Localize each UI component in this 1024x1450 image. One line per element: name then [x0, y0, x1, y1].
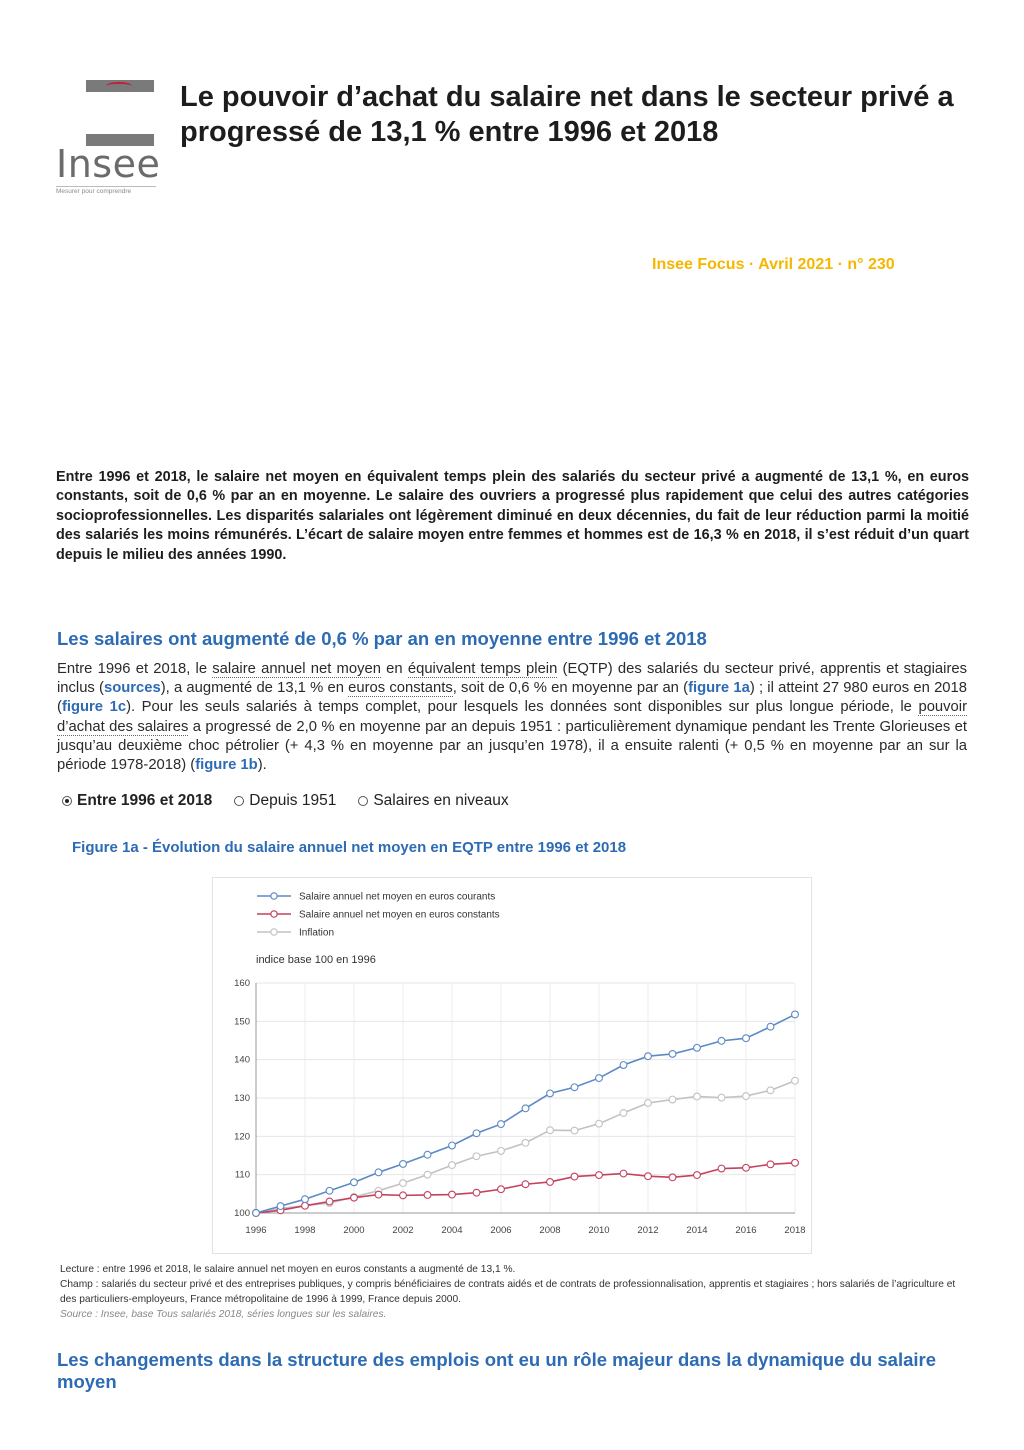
tab-since-1951[interactable] [234, 792, 336, 810]
note-lecture: Lecture : entre 1996 et 2018, le salaire annuel net moyen en euros constants a augmenté de 13,1 %. [60, 1264, 516, 1275]
x-tick-label: 1996 [245, 1225, 267, 1236]
radio-selected-icon[interactable] [62, 796, 72, 806]
legend-label: Salaire annuel net moyen en euros courants [299, 891, 496, 903]
logo-wordmark: Insee [56, 142, 161, 186]
y-tick-label: 110 [234, 1169, 250, 1181]
text-run: ). [257, 757, 267, 774]
glossary-link[interactable]: équivalent temps plein [407, 661, 558, 677]
figure-notes [60, 1262, 960, 1322]
data-point [694, 1093, 701, 1100]
data-point [449, 1191, 456, 1198]
figure-link[interactable]: figure 1c [61, 699, 127, 716]
logo-tagline: Mesurer pour comprendre [56, 186, 156, 195]
tab-1996-2018[interactable] [62, 792, 212, 810]
legend-label: Inflation [299, 927, 335, 939]
data-point [620, 1110, 627, 1117]
data-point [302, 1202, 309, 1209]
x-tick-label: 2008 [539, 1225, 561, 1236]
data-point [743, 1093, 750, 1100]
data-point [473, 1130, 480, 1137]
data-point [400, 1180, 407, 1187]
data-point [596, 1075, 603, 1082]
data-point [767, 1023, 774, 1030]
data-point [743, 1164, 750, 1171]
data-point [669, 1096, 676, 1103]
abstract: Entre 1996 et 2018, le salaire net moyen en équivalent temps plein des salariés du secteur privé a augmenté de 13,1 %, en euros constants, soit de 0,6 % par an en moyenne. Le salaire des ouvriers a progressé plus rapidement que celui des autres catégories socioprofessionnelles. Les disparités salariales ont légèrement diminué en deux décennies, du fait de leur réduction parmi la moitié des salariés les moins rémunérés. L’écart de salaire moyen entre femmes et hommes est de 16,3 % en 2018, il s’est réduit d’un quart depuis le milieu des années 1990. [56, 469, 969, 563]
data-point [596, 1120, 603, 1127]
data-point [498, 1148, 505, 1155]
data-point [547, 1090, 554, 1097]
data-point [718, 1165, 725, 1172]
text-run: ). Pour les seuls salariés à temps complet, pour lesquels les données sont disponibles sur plus longue période, le [126, 699, 919, 716]
data-point [449, 1142, 456, 1149]
y-tick-label: 120 [234, 1131, 250, 1143]
logo-swoosh [106, 82, 132, 90]
y-tick-label: 140 [234, 1054, 250, 1066]
x-tick-label: 2018 [784, 1225, 806, 1236]
radio-icon[interactable] [358, 796, 368, 806]
data-point [792, 1159, 799, 1166]
insee-logo [56, 78, 161, 195]
data-point [375, 1191, 382, 1198]
y-tick-label: 160 [234, 978, 250, 989]
x-tick-label: 2006 [490, 1225, 512, 1236]
data-point [645, 1173, 652, 1180]
text-run: , soit de 0,6 % en moyenne par an ( [452, 680, 689, 697]
data-point [522, 1139, 529, 1146]
x-tick-label: 2002 [392, 1225, 414, 1236]
text-run: a progressé de 2,0 % en moyenne par an depuis 1951 : particulièrement dynamique pendant les Trente Glorieuses et jusqu’au deuxième choc pétrolier (+ 4,3 % en moyenne par an jusqu’en 1978), il a ensuite ralenti (+ 0,5 % en moyenne par an sur la période 1978-2018) ( [57, 718, 968, 774]
glossary-link[interactable]: salaire annuel net moyen [212, 661, 381, 677]
text-run: (EQTP) des salariés du secteur privé, apprentis et stagiaires inclus ( [57, 661, 967, 697]
section-heading: Les changements dans la structure des emplois ont eu un rôle majeur dans la dynamique du salaire moyen [57, 1349, 937, 1392]
text-run: en [380, 661, 408, 677]
data-point [400, 1161, 407, 1168]
radio-icon[interactable] [234, 796, 244, 806]
x-tick-label: 2010 [588, 1225, 610, 1236]
data-point [326, 1187, 333, 1194]
tab-label: Entre 1996 et 2018 [77, 792, 213, 809]
data-point [473, 1189, 480, 1196]
data-point [351, 1194, 358, 1201]
tab-label: Depuis 1951 [249, 792, 337, 809]
data-point [718, 1094, 725, 1101]
data-point [669, 1051, 676, 1058]
x-tick-label: 2016 [735, 1225, 757, 1236]
x-tick-label: 2000 [343, 1225, 365, 1236]
data-point [253, 1210, 260, 1217]
data-point [375, 1169, 382, 1176]
data-point [424, 1192, 431, 1199]
legend-marker [271, 911, 277, 917]
legend-marker [271, 929, 277, 935]
figure-tabs [62, 792, 509, 810]
series-line [256, 1081, 795, 1213]
figure-link[interactable]: figure 1a [688, 680, 750, 697]
section-heading: Les salaires ont augmenté de 0,6 % par an en moyenne entre 1996 et 2018 [57, 628, 707, 649]
data-point [522, 1105, 529, 1112]
page-title: Le pouvoir d’achat du salaire net dans le secteur privé a progressé de 13,1 % entre 1996 et 2018 [180, 81, 954, 148]
x-tick-label: 2004 [441, 1225, 463, 1236]
data-point [571, 1084, 578, 1091]
data-point [792, 1077, 799, 1084]
data-point [351, 1179, 358, 1186]
text-run: Entre 1996 et 2018, le [57, 661, 213, 677]
x-tick-label: 2014 [686, 1225, 708, 1236]
data-point [522, 1181, 529, 1188]
chart-container [212, 877, 812, 1254]
legend-marker [271, 893, 277, 899]
y-tick-label: 130 [234, 1093, 250, 1104]
glossary-link[interactable]: euros constants [348, 680, 453, 697]
data-point [694, 1172, 701, 1179]
data-point [571, 1173, 578, 1180]
x-tick-label: 1998 [294, 1225, 316, 1236]
text-run: ) ; il atteint 27 980 euros en 2018 ( [57, 680, 967, 716]
data-point [498, 1186, 505, 1193]
data-point [277, 1203, 284, 1210]
data-point [326, 1198, 333, 1205]
x-tick-label: 2012 [637, 1225, 659, 1236]
y-axis-label: indice base 100 en 1996 [256, 954, 376, 966]
data-point [498, 1121, 505, 1128]
data-point [767, 1087, 774, 1094]
text-run: ), a augmenté de 13,1 % en [160, 680, 349, 697]
legend-label: Salaire annuel net moyen en euros constants [299, 909, 500, 921]
data-point [547, 1179, 554, 1186]
data-point [547, 1127, 554, 1134]
glossary-link[interactable]: pouvoir d’achat des salaires [57, 699, 967, 735]
data-point [645, 1053, 652, 1060]
data-point [596, 1172, 603, 1179]
data-point [792, 1011, 799, 1018]
data-point [302, 1196, 309, 1203]
y-tick-label: 150 [234, 1016, 250, 1028]
data-point [400, 1192, 407, 1199]
data-point [645, 1100, 652, 1107]
tab-salary-levels[interactable] [358, 792, 508, 810]
data-point [718, 1037, 725, 1044]
y-tick-label: 100 [234, 1208, 250, 1219]
data-point [669, 1174, 676, 1181]
figure-title: Figure 1a - Évolution du salaire annuel net moyen en EQTP entre 1996 et 2018 [72, 839, 627, 856]
tab-label: Salaires en niveaux [373, 792, 509, 809]
data-point [767, 1161, 774, 1168]
note-champ: Champ : salariés du secteur privé et des entreprises publiques, y compris bénéficiaires de contrats aidés et de contrats de professionnalisation, apprentis et stagiaires ; hors salariés de l’agriculture et des particuliers-employeurs, France métropolitaine de 1996 à 1999, France depuis 2000. [60, 1279, 956, 1305]
sources-link[interactable]: sources [103, 680, 161, 697]
data-point [620, 1062, 627, 1069]
figure-link[interactable]: figure 1b [195, 757, 258, 774]
data-point [424, 1171, 431, 1178]
data-point [620, 1170, 627, 1177]
data-point [424, 1151, 431, 1158]
data-point [694, 1044, 701, 1051]
data-point [571, 1127, 578, 1134]
data-point [743, 1035, 750, 1042]
publication-series: Insee Focus · Avril 2021 · n° 230 [652, 256, 895, 273]
data-point [473, 1153, 480, 1160]
data-point [449, 1162, 456, 1169]
section-paragraph [57, 660, 967, 775]
line-chart [213, 878, 811, 1253]
note-source: Source : Insee, base Tous salariés 2018, séries longues sur les salaires. [60, 1309, 387, 1320]
